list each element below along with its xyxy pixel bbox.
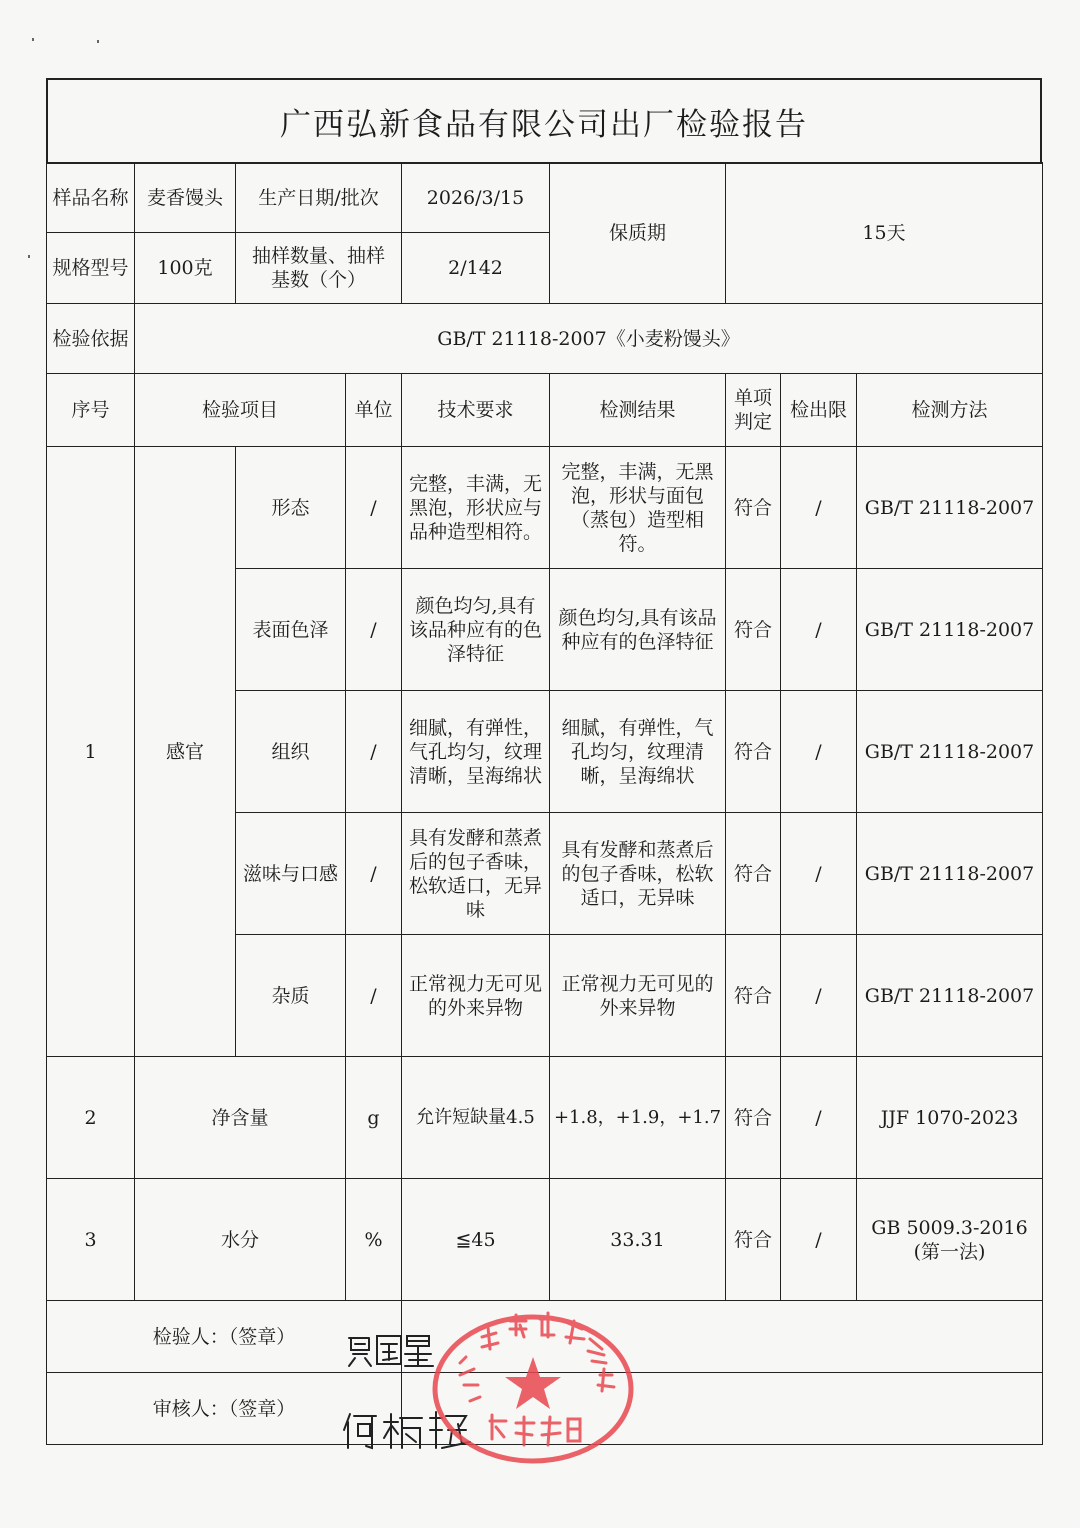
inspection-report: [46, 78, 1046, 1448]
item-name: 杂质: [236, 935, 346, 1057]
col-header-result: 检测结果: [550, 374, 726, 447]
table-row-net-content: [47, 1057, 1043, 1179]
item-unit: /: [346, 813, 402, 935]
basis-value: GB/T 21118-2007《小麦粉馒头》: [135, 304, 1043, 374]
net-content-judgement: 符合: [726, 1057, 781, 1179]
item-limit: /: [781, 691, 857, 813]
sensory-category: 感官: [135, 447, 236, 1057]
col-header-method: 检测方法: [857, 374, 1043, 447]
item-unit: /: [346, 935, 402, 1057]
moisture-no: 3: [47, 1179, 135, 1301]
col-header-requirement: 技术要求: [402, 374, 550, 447]
spec-value: 100克: [135, 233, 236, 304]
inspector-label: 检验人：（签章）: [47, 1301, 402, 1373]
item-method: GB/T 21118-2007: [857, 447, 1043, 569]
moisture-limit: /: [781, 1179, 857, 1301]
item-requirement: 正常视力无可见的外来异物: [402, 935, 550, 1057]
item-requirement: 颜色均匀,具有该品种应有的色泽特征: [402, 569, 550, 691]
item-result: 颜色均匀,具有该品种应有的色泽特征: [550, 569, 726, 691]
col-header-item: 检验项目: [135, 374, 346, 447]
item-limit: /: [781, 447, 857, 569]
spec-label: 规格型号: [47, 233, 135, 304]
table-row: [47, 447, 1043, 569]
col-header-limit: 检出限: [781, 374, 857, 447]
item-result: 正常视力无可见的外来异物: [550, 935, 726, 1057]
scan-speck: [97, 40, 99, 43]
item-unit: /: [346, 691, 402, 813]
item-requirement: 完整，丰满，无黑泡，形状应与品种造型相符。: [402, 447, 550, 569]
item-method: GB/T 21118-2007: [857, 935, 1043, 1057]
net-content-method: JJF 1070-2023: [857, 1057, 1043, 1179]
item-requirement: 具有发酵和蒸煮后的包子香味，松软适口，无异味: [402, 813, 550, 935]
basis-label: 检验依据: [47, 304, 135, 374]
header-row-sample: [47, 163, 1043, 233]
reviewer-row: [47, 1373, 1043, 1445]
item-judgement: 符合: [726, 935, 781, 1057]
net-content-unit: g: [346, 1057, 402, 1179]
basis-row: [47, 304, 1043, 374]
scan-speck: [32, 38, 34, 41]
item-limit: /: [781, 569, 857, 691]
moisture-method: GB 5009.3-2016(第一法): [857, 1179, 1043, 1301]
col-header-unit: 单位: [346, 374, 402, 447]
item-method: GB/T 21118-2007: [857, 691, 1043, 813]
item-name: 形态: [236, 447, 346, 569]
item-unit: /: [346, 447, 402, 569]
item-method: GB/T 21118-2007: [857, 569, 1043, 691]
net-content-limit: /: [781, 1057, 857, 1179]
table-row-moisture: [47, 1179, 1043, 1301]
report-title: 广西弘新食品有限公司出厂检验报告: [46, 78, 1042, 164]
shelf-life-label: 保质期: [550, 163, 726, 304]
item-method: GB/T 21118-2007: [857, 813, 1043, 935]
net-content-no: 2: [47, 1057, 135, 1179]
item-result: 具有发酵和蒸煮后的包子香味，松软适口，无异味: [550, 813, 726, 935]
reviewer-signature-cell: [402, 1373, 1043, 1445]
item-name: 组织: [236, 691, 346, 813]
moisture-requirement: ≦45: [402, 1179, 550, 1301]
sampling-label: 抽样数量、抽样基数（个）: [236, 233, 402, 304]
sampling-value: 2/142: [402, 233, 550, 304]
net-content-result: +1.8，+1.9，+1.7: [550, 1057, 726, 1179]
col-header-no: 序号: [47, 374, 135, 447]
col-header-judgement: 单项判定: [726, 374, 781, 447]
sample-name-label: 样品名称: [47, 163, 135, 233]
moisture-item: 水分: [135, 1179, 346, 1301]
item-requirement: 细腻，有弹性，气孔均匀，纹理清晰，呈海绵状: [402, 691, 550, 813]
moisture-judgement: 符合: [726, 1179, 781, 1301]
inspector-signature-cell: [402, 1301, 1043, 1373]
reviewer-label: 审核人：（签章）: [47, 1373, 402, 1445]
production-date-label: 生产日期/批次: [236, 163, 402, 233]
report-table: [46, 162, 1043, 1445]
item-limit: /: [781, 813, 857, 935]
item-name: 表面色泽: [236, 569, 346, 691]
net-content-item: 净含量: [135, 1057, 346, 1179]
item-unit: /: [346, 569, 402, 691]
item-name: 滋味与口感: [236, 813, 346, 935]
item-judgement: 符合: [726, 813, 781, 935]
moisture-result: 33.31: [550, 1179, 726, 1301]
shelf-life-value: 15天: [726, 163, 1043, 304]
item-limit: /: [781, 935, 857, 1057]
item-judgement: 符合: [726, 569, 781, 691]
item-result: 细腻，有弹性，气孔均匀，纹理清晰，呈海绵状: [550, 691, 726, 813]
sensory-no: 1: [47, 447, 135, 1057]
moisture-unit: %: [346, 1179, 402, 1301]
net-content-requirement: 允许短缺量4.5: [402, 1057, 550, 1179]
column-header-row: [47, 374, 1043, 447]
item-judgement: 符合: [726, 691, 781, 813]
inspector-row: [47, 1301, 1043, 1373]
sample-name-value: 麦香馒头: [135, 163, 236, 233]
item-judgement: 符合: [726, 447, 781, 569]
production-date-value: 2026/3/15: [402, 163, 550, 233]
scan-speck: [28, 255, 30, 258]
item-result: 完整，丰满，无黑泡，形状与面包（蒸包）造型相符。: [550, 447, 726, 569]
